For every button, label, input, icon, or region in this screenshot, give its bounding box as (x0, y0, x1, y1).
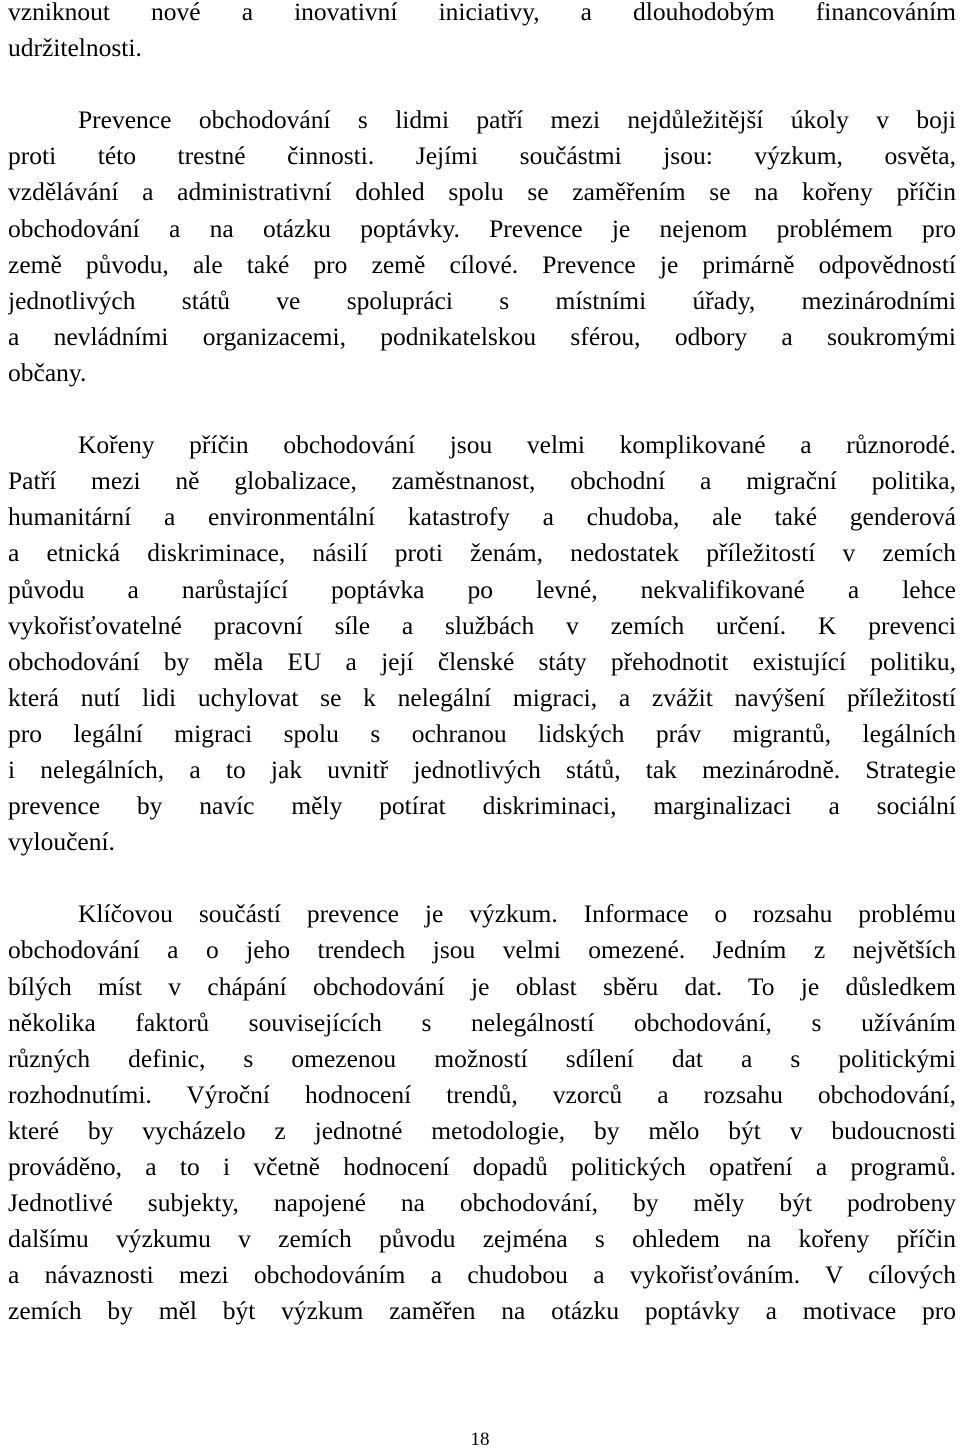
text-line: proti této trestné činnosti. Jejími součástmi jsou: výzkum, osvěta, (8, 141, 956, 171)
text-line: i nelegálních, a to jak uvnitř jednotlivých států, tak mezinárodně. Strategie (8, 754, 956, 784)
text-line: občany. (8, 357, 87, 387)
text-line: a etnická diskriminace, násilí proti ženám, nedostatek příležitostí v zemích (8, 538, 956, 568)
text-line: původu a narůstající poptávka po levné, nekvalifikované a lehce (8, 574, 956, 604)
text-line: která nutí lidi uchylovat se k nelegální migraci, a zvážit navýšení příležitostí (8, 682, 956, 712)
text-line: humanitární a environmentální katastrofy a chudoba, ale také genderová (8, 502, 956, 532)
text-line: vzdělávání a administrativní dohled spolu se zaměřením se na kořeny příčin (8, 177, 956, 207)
text-line: obchodování by měla EU a její členské státy přehodnotit existující politiku, (8, 646, 956, 676)
text-line: Prevence obchodování s lidmi patří mezi nejdůležitější úkoly v boji (78, 105, 956, 135)
text-line: a návaznosti mezi obchodováním a chudobou a vykořisťováním. V cílových (8, 1260, 956, 1290)
text-line: rozhodnutími. Výroční hodnocení trendů, vzorců a rozsahu obchodování, (8, 1079, 956, 1109)
text-line: jednotlivých států ve spolupráci s místními úřady, mezinárodními (8, 285, 956, 315)
text-line: Kořeny příčin obchodování jsou velmi komplikované a různorodé. (78, 430, 956, 460)
text-line: Jednotlivé subjekty, napojené na obchodování, by měly být podrobeny (8, 1188, 956, 1218)
paragraph-gap (8, 391, 956, 427)
paragraph (8, 0, 956, 66)
text-line: prováděno, a to i včetně hodnocení dopadů politických opatření a programů. (8, 1152, 956, 1181)
text-line: pro legální migraci spolu s ochranou lidských práv migrantů, legálních (8, 718, 956, 748)
text-line: udržitelnosti. (8, 33, 142, 63)
paragraph (8, 896, 956, 1329)
text-line: několika faktorů souvisejících s nelegálností obchodování, s užíváním (8, 1007, 956, 1037)
text-line: Klíčovou součástí prevence je výzkum. Informace o rozsahu problému (78, 899, 956, 929)
paragraph-gap (8, 66, 956, 102)
text-line: a nevládními organizacemi, podnikatelskou sférou, odbory a soukromými (8, 321, 956, 351)
text-line: země původu, ale také pro země cílové. Prevence je primárně odpovědností (8, 249, 956, 279)
text-line: vzniknout nové a inovativní iniciativy, a dlouhodobým financováním (8, 0, 956, 26)
paragraph (8, 102, 956, 391)
paragraph-gap (8, 860, 956, 896)
text-line: různých definic, s omezenou možností sdílení dat a s politickými (8, 1043, 956, 1073)
body-text (8, 0, 956, 1329)
text-line: Patří mezi ně globalizace, zaměstnanost, obchodní a migrační politika, (8, 466, 956, 496)
text-line: dalšímu výzkumu v zemích původu zejména s ohledem na kořeny příčin (8, 1224, 956, 1254)
page-number: 18 (470, 1429, 490, 1450)
paragraph (8, 427, 956, 860)
text-line: zemích by měl být výzkum zaměřen na otázku poptávky a motivace pro (8, 1296, 956, 1326)
text-line: vykořisťovatelné pracovní síle a službách v zemích určení. K prevenci (8, 610, 956, 640)
text-line: obchodování a o jeho trendech jsou velmi omezené. Jedním z největších (8, 935, 956, 965)
text-line: které by vycházelo z jednotné metodologie, by mělo být v budoucnosti (8, 1115, 956, 1145)
text-line: prevence by navíc měly potírat diskriminaci, marginalizaci a sociální (8, 791, 956, 821)
text-line: bílých míst v chápání obchodování je oblast sběru dat. To je důsledkem (8, 971, 956, 1001)
text-line: vyloučení. (8, 827, 115, 857)
text-line: obchodování a na otázku poptávky. Prevence je nejenom problémem pro (8, 213, 956, 243)
